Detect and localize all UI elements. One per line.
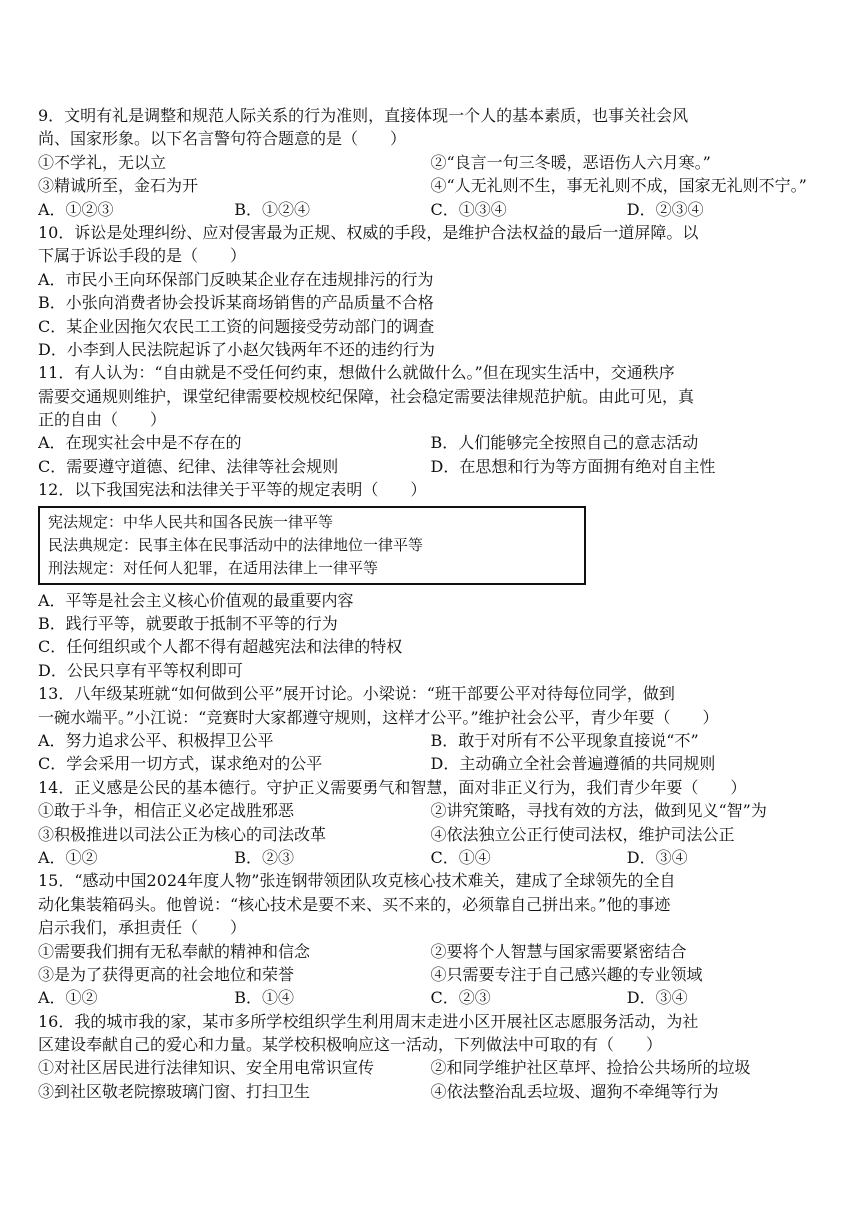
q11-stem-line-2: 需要交通规则维护，课堂纪律需要校规校纪保障，社会稳定需要法律规范护航。由此可见，真: [38, 386, 695, 406]
q16-statement-4: ④依法整治乱丢垃圾、遛狗不牵绳等行为: [430, 1081, 719, 1101]
q9-statement-1: ①不学礼，无以立: [38, 152, 167, 172]
q10-stem-line-1: 10．诉讼是处理纠纷、应对侵害最为正规、权威的手段，是维护合法权益的最后一道屏障。以: [38, 222, 699, 242]
q14-statement-2: ②讲究策略，寻找有效的方法，做到见义“智”为: [430, 801, 767, 821]
q11-option-c: C．需要遵守道德、纪律、法律等社会规则: [38, 456, 339, 476]
q11-options-row-1: [38, 431, 823, 454]
q14-option-c: C．①④: [430, 847, 491, 867]
q15-stem-line-2: 动化集装箱码头。他曾说：“核心技术是要不来、买不来的，必须靠自己拼出来。”他的事迹: [38, 894, 671, 914]
question-15: [38, 869, 823, 1009]
q14-options: [38, 846, 823, 869]
q9-option-b: B．①②④: [234, 199, 311, 219]
q12-option-b: B．践行平等，就要敢于抵制不平等的行为: [38, 614, 338, 634]
q15-statement-1: ①需要我们拥有无私奉献的精神和信念: [38, 941, 311, 961]
q13-options-row-1: [38, 729, 823, 752]
q15-statements-row-1: [38, 940, 823, 963]
q13-stem-line-2: 一碗水端平。”小江说：“竞赛时大家都遵守规则，这样才公平。”维护社会公平，青少年要（ ）: [38, 707, 719, 727]
q12-option-d: D．公民只享有平等权利即可: [38, 660, 243, 680]
q14-option-a: A．①②: [38, 847, 98, 867]
q13-stem-line-1: 13．八年级某班就“如何做到公平”展开讨论。小梁说：“班干部要公平对待每位同学，做到: [38, 684, 675, 704]
q12-excerpt-constitution: 宪法规定：中华人民共和国各民族一律平等: [48, 512, 334, 531]
q14-stem: 14．正义感是公民的基本德行。守护正义需要勇气和智慧，面对非正义行为，我们青少年要（ ）: [38, 777, 747, 797]
q14-statement-1: ①敢于斗争，相信正义必定战胜邪恶: [38, 801, 295, 821]
q12-excerpt-civil-code: 民法典规定：民事主体在民事活动中的法律地位一律平等: [48, 535, 424, 554]
question-14: [38, 776, 823, 870]
q9-statements-row-1: [38, 151, 823, 174]
q15-statements-row-2: [38, 963, 823, 986]
q13-option-c: C．学会采用一切方式，谋求绝对的公平: [38, 754, 323, 774]
q13-option-d: D．主动确立全社会普遍遵循的共同规则: [430, 754, 716, 774]
q12-law-excerpt-box: [38, 506, 586, 585]
question-9: [38, 104, 823, 221]
question-12: [38, 478, 823, 682]
q12-excerpt-criminal-law: 刑法规定：对任何人犯罪，在适用法律上一律平等: [48, 558, 379, 577]
q16-statement-1: ①对社区居民进行法律知识、安全用电常识宣传: [38, 1058, 375, 1078]
q14-statements-row-1: [38, 799, 823, 822]
question-10: [38, 221, 823, 361]
q15-option-b: B．①④: [234, 988, 295, 1008]
q15-statement-3: ③是为了获得更高的社会地位和荣誉: [38, 964, 295, 984]
q9-option-a: A．①②③: [38, 199, 114, 219]
q13-options-row-2: [38, 752, 823, 775]
q9-stem-line-2: 尚、国家形象。以下名言警句符合题意的是（ ）: [38, 129, 407, 149]
q10-option-b: B．小张向消费者协会投诉某商场销售的产品质量不合格: [38, 293, 434, 313]
q15-statement-4: ④只需要专注于自己感兴趣的专业领域: [430, 964, 703, 984]
q13-option-b: B．敢于对所有不公平现象直接说“不”: [430, 730, 699, 750]
q16-stem-line-1: 16．我的城市我的家，某市多所学校组织学生利用周末走进小区开展社区志愿服务活动，为社: [38, 1011, 699, 1031]
q10-option-c: C．某企业因拖欠农民工工资的问题接受劳动部门的调查: [38, 316, 435, 336]
q9-statement-3: ③精诚所至，金石为开: [38, 176, 199, 196]
q16-statement-3: ③到社区敬老院擦玻璃门窗、打扫卫生: [38, 1081, 311, 1101]
q16-statements-row-1: [38, 1056, 823, 1079]
q9-statement-2: ②“良言一句三冬暖，恶语伤人六月寒。”: [430, 152, 711, 172]
q12-stem: 12．以下我国宪法和法律关于平等的规定表明（ ）: [38, 480, 427, 500]
q16-statement-2: ②和同学维护社区草坪、捡拾公共场所的垃圾: [430, 1058, 751, 1078]
q11-stem-line-1: 11．有人认为：“自由就是不受任何约束，想做什么就做什么。”但在现实生活中，交通秩序: [38, 363, 675, 383]
q11-options-row-2: [38, 455, 823, 478]
q11-stem-line-3: 正的自由（ ）: [38, 410, 167, 430]
q16-stem-line-2: 区建设奉献自己的爱心和力量。某学校积极响应这一活动，下列做法中可取的有（ ）: [38, 1035, 663, 1055]
q15-stem-line-1: 15．“感动中国2024年度人物”张连钢带领团队攻克核心技术难关，建成了全球领先的全自: [38, 871, 676, 891]
q15-option-a: A．①②: [38, 988, 98, 1008]
q14-statement-4: ④依法独立公正行使司法权，维护司法公正: [430, 824, 735, 844]
question-13: [38, 682, 823, 776]
q12-option-c: C．任何组织或个人都不得有超越宪法和法律的特权: [38, 637, 403, 657]
q14-statements-row-2: [38, 823, 823, 846]
q9-statement-4: ④“人无礼则不生，事无礼则不成，国家无礼则不宁。”: [430, 176, 807, 196]
q13-option-a: A．努力追求公平、积极捍卫公平: [38, 730, 274, 750]
q16-statements-row-2: [38, 1080, 823, 1103]
q14-option-b: B．②③: [234, 847, 295, 867]
q10-option-a: A．市民小王向环保部门反映某企业存在违规排污的行为: [38, 269, 434, 289]
question-16: [38, 1010, 823, 1104]
q15-stem-line-3: 启示我们，承担责任（ ）: [38, 918, 247, 938]
q15-option-d: D．③④: [626, 988, 688, 1008]
q11-option-a: A．在现实社会中是不存在的: [38, 433, 242, 453]
q9-option-c: C．①③④: [430, 199, 507, 219]
q14-statement-3: ③积极推进以司法公正为核心的司法改革: [38, 824, 327, 844]
q15-statement-2: ②要将个人智慧与国家需要紧密结合: [430, 941, 687, 961]
q11-option-b: B．人们能够完全按照自己的意志活动: [430, 433, 699, 453]
q10-option-d: D．小李到人民法院起诉了小赵欠钱两年不还的违约行为: [38, 339, 435, 359]
q12-option-a: A．平等是社会主义核心价值观的最重要内容: [38, 590, 354, 610]
q15-option-c: C．②③: [430, 988, 491, 1008]
q15-options: [38, 986, 823, 1009]
q14-option-d: D．③④: [626, 847, 688, 867]
q9-option-d: D．②③④: [626, 199, 704, 219]
q9-statements-row-2: [38, 174, 823, 197]
q9-stem-line-1: 9．文明有礼是调整和规范人际关系的行为准则，直接体现一个人的基本素质，也事关社会风: [38, 106, 689, 125]
q11-option-d: D．在思想和行为等方面拥有绝对自主性: [430, 456, 716, 476]
q10-stem-line-2: 下属于诉讼手段的是（ ）: [38, 246, 247, 266]
q9-options: [38, 198, 823, 221]
question-11: [38, 361, 823, 478]
